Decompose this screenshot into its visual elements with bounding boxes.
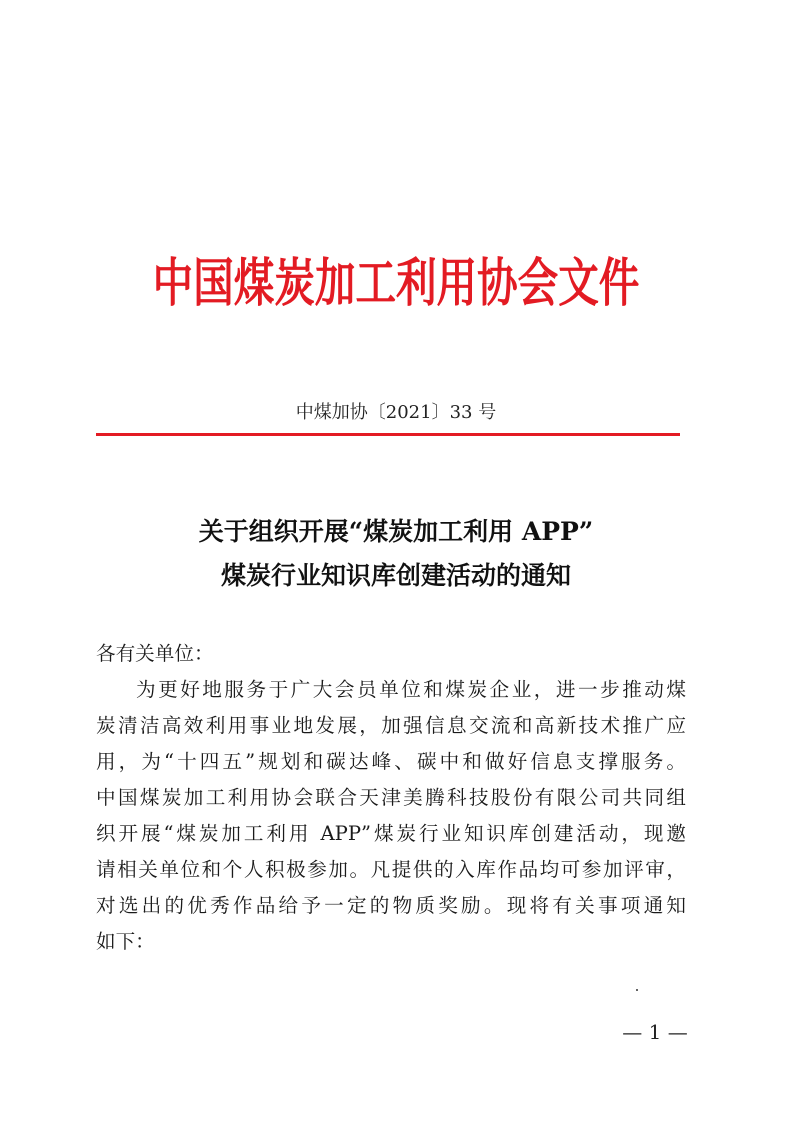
paragraph-line: 为更好地服务于广大会员单位和煤炭企业，进一步推动煤 [136,678,686,701]
paragraph-line: 炭清洁高效利用事业地发展，加强信息交流和高新技术推广应 [96,714,686,737]
paragraph-line: 织开展“煤炭加工利用 APP”煤炭行业知识库创建活动，现邀 [96,822,686,845]
paragraph-line: 对选出的优秀作品给予一定的物质奖励。现将有关事项通知 [96,894,686,917]
org-letterhead [96,238,696,318]
paragraph-line: 用，为“十四五”规划和碳达峰、碳中和做好信息支撑服务。 [96,750,686,773]
red-divider-line [96,433,680,436]
paragraph-line: 中国煤炭加工利用协会联合天津美腾科技股份有限公司共同组 [96,786,686,809]
title-line-2: 煤炭行业知识库创建活动的通知 [220,561,571,590]
document-title [96,510,696,598]
salutation: 各有关单位： [96,642,214,665]
document-number: 中煤加协〔2021〕33 号 [295,402,497,423]
scan-mark [636,989,638,991]
title-line-1: 关于组织开展“煤炭加工利用 APP” [198,517,594,546]
paragraph-line: 请相关单位和个人积极参加。凡提供的入库作品均可参加评审， [96,858,686,881]
page-number: — 1 — [622,1020,688,1044]
org-letterhead-title: 中国煤炭加工利用协会文件 [152,253,640,314]
paragraph-line: 如下： [96,930,155,953]
document-body [96,636,686,960]
